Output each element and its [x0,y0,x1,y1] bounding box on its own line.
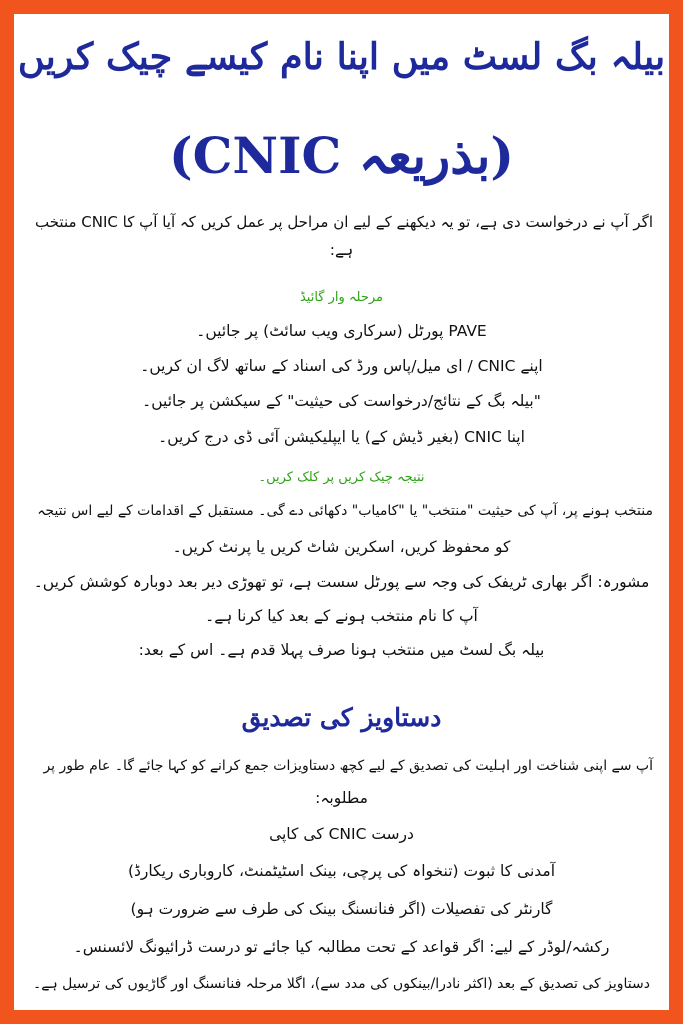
verification-final: دستاویز کی تصدیق کے بعد (اکثر نادرا/بینکوں کی مدد سے)، اگلا مرحلہ فنانسنگ اور گاڑیوں کی ترسیل ہے۔ [33,976,650,992]
verification-heading: دستاویز کی تصدیق [241,703,442,732]
page-title: بیلہ بگ لسٹ میں اپنا نام کیسے چیک کریں [17,35,666,78]
guide-step-3: "بیلہ بگ کے نتائج/درخواست کی حیثیت" کے سیکشن پر جائیں۔ [142,392,541,410]
doc-item-4: رکشہ/لوڈر کے لیے: اگر قواعد کے تحت مطالبہ کیا جائے تو درست ڈرائیونگ لائسنس۔ [73,938,610,956]
result-line-1: منتخب ہونے پر، آپ کی حیثیت "منتخب" یا "کامیاب" دکھائی دے گی۔ مستقبل کے اقدامات کے لیے اس نتیجہ [37,503,653,519]
result-tip: مشورہ: اگر بھاری ٹریفک کی وجہ سے پورٹل سست ہے، تو تھوڑی دیر بعد دوبارہ کوشش کریں۔ [33,573,650,591]
guide-heading: مرحلہ وار گائیڈ [299,290,384,305]
page-subtitle: (بذریعہ CNIC) [168,126,515,185]
doc-item-1: درست CNIC کی کاپی [269,825,414,843]
after-line: بیلہ بگ لسٹ میں منتخب ہونا صرف پہلا قدم ہے۔ اس کے بعد: [138,641,545,659]
doc-item-3: گارنٹر کی تفصیلات (اگر فنانسنگ بینک کی طرف سے ضرورت ہو) [130,900,553,918]
intro-line-2: ہے: [329,241,354,259]
after-heading: آپ کا نام منتخب ہونے کے بعد کیا کرنا ہے۔ [205,607,478,625]
doc-item-2: آمدنی کا ثبوت (تنخواہ کی پرچی، بینک اسٹیٹمنٹ، کاروباری ریکارڈ) [127,862,556,880]
result-line-2: کو محفوظ کریں، اسکرین شاٹ کریں یا پرنٹ کریں۔ [172,538,511,556]
guide-action: نتیجہ چیک کریں پر کلک کریں۔ [258,470,425,485]
guide-step-2: اپنے CNIC / ای میل/پاس ورڈ کی اسناد کے ساتھ لاگ ان کریں۔ [140,357,543,375]
guide-step-1: PAVE پورٹل (سرکاری ویب سائٹ) پر جائیں۔ [196,322,487,340]
verification-line-1: آپ سے اپنی شناخت اور اہلیت کی تصدیق کے لیے کچھ دستاویزات جمع کرانے کو کہا جائے گا۔ عام طور پر [43,758,653,774]
verification-line-2: مطلوبہ: [315,789,368,807]
guide-step-4: اپنا CNIC (بغیر ڈیش کے) یا ایپلیکیشن آئی ڈی درج کریں۔ [158,428,525,446]
content-card [14,14,669,1010]
intro-line-1: اگر آپ نے درخواست دی ہے، تو یہ دیکھنے کے لیے ان مراحل پر عمل کریں کہ آیا آپ کا CNIC منتخب [35,213,653,231]
